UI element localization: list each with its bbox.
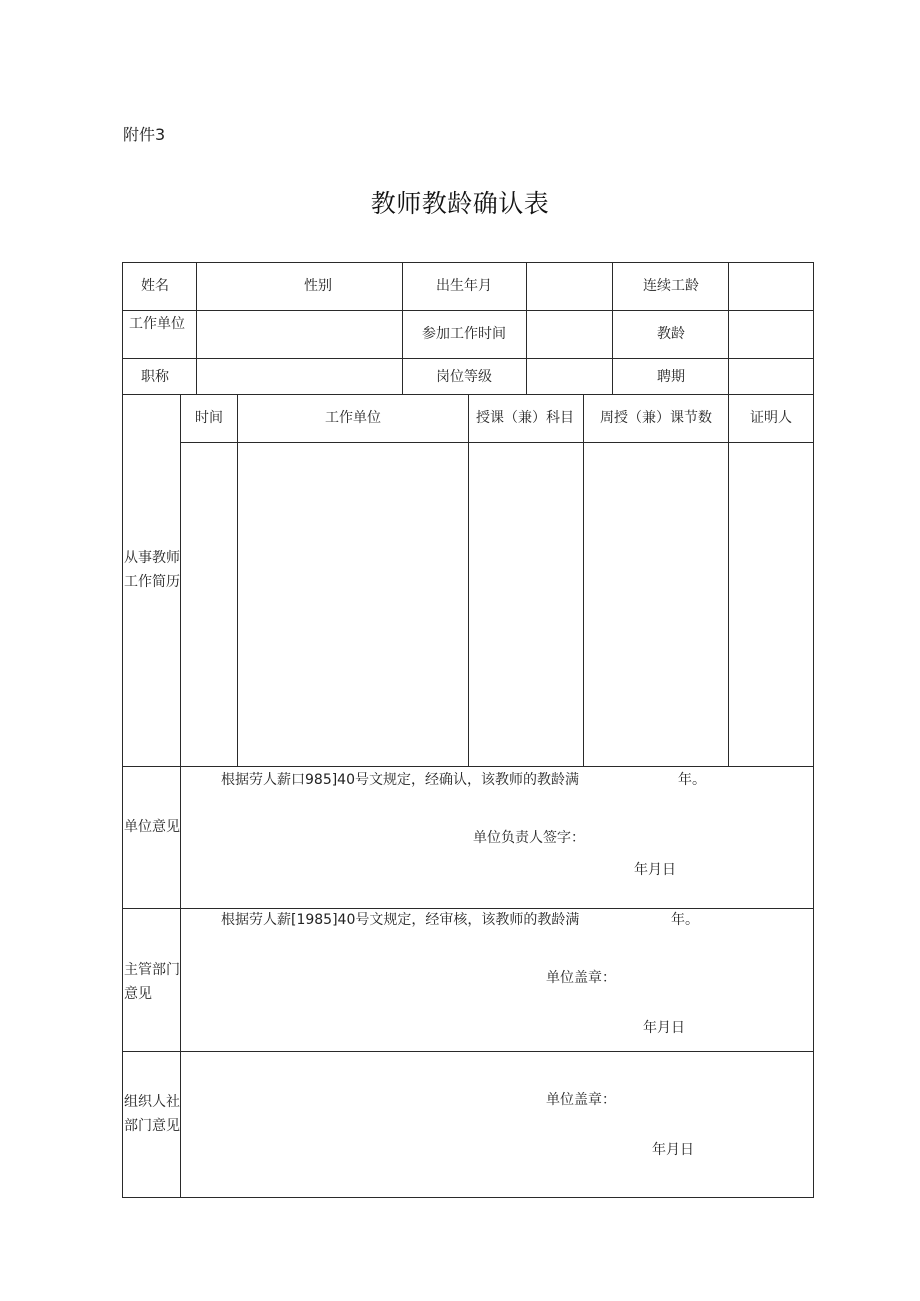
col-divider [468, 394, 469, 766]
col-divider [728, 262, 729, 766]
resume-col-weekly-hours: 周授（兼）课节数 [600, 410, 712, 426]
employment-period-label: 聘期 [657, 369, 685, 385]
row-divider [122, 908, 814, 909]
row-divider [122, 358, 814, 359]
dept-opinion-date: 年月日 [643, 1020, 685, 1036]
gender-label: 性别 [304, 278, 332, 294]
continuous-years-label: 连续工龄 [643, 278, 699, 294]
post-grade-label: 岗位等级 [436, 369, 492, 385]
col-divider [583, 394, 584, 766]
resume-col-witness: 证明人 [750, 410, 792, 426]
dept-opinion-label: 主管部门意见 [124, 962, 180, 1002]
attachment-label: 附件3 [123, 125, 166, 144]
unit-opinion-date: 年月日 [634, 862, 676, 878]
dept-opinion-year-suffix: 年。 [671, 912, 699, 928]
table-border-bottom [122, 1197, 814, 1198]
resume-header-divider [181, 442, 814, 443]
col-divider [237, 394, 238, 766]
table-border-right [813, 262, 814, 1198]
teaching-years-label: 教龄 [657, 326, 685, 342]
resume-col-work-unit: 工作单位 [325, 410, 381, 426]
page-title: 教师教龄确认表 [370, 189, 550, 218]
resume-col-time: 时间 [195, 410, 223, 426]
table-border-left [122, 262, 123, 1198]
birth-label: 出生年月 [436, 278, 492, 294]
unit-opinion-year-suffix: 年。 [678, 772, 706, 788]
col-divider [402, 262, 403, 394]
work-unit-label: 工作单位 [129, 316, 185, 332]
unit-opinion-label: 单位意见 [124, 819, 180, 835]
col-divider [612, 262, 613, 394]
start-work-time-label: 参加工作时间 [422, 326, 506, 342]
unit-opinion-statement: 根据劳人薪口985]40号文规定，经确认，该教师的教龄满 [221, 772, 579, 788]
col-divider [526, 262, 527, 394]
unit-opinion-signer: 单位负责人签字： [473, 830, 585, 846]
dept-opinion-statement: 根据劳人薪[1985]40号文规定，经审核，该教师的教龄满 [221, 912, 580, 928]
resume-col-subject: 授课（兼）科目 [476, 410, 574, 426]
row-divider [122, 310, 814, 311]
resume-label: 从事教师工作简历 [124, 550, 180, 590]
title-label: 职称 [141, 369, 169, 385]
org-opinion-label: 组织人社部门意见 [124, 1094, 180, 1134]
name-label: 姓名 [141, 278, 169, 294]
label-col-divider [180, 394, 181, 1198]
col-divider [196, 262, 197, 394]
table-border-top [122, 262, 814, 263]
org-opinion-seal: 单位盖章： [546, 1092, 616, 1108]
dept-opinion-seal: 单位盖章： [546, 970, 616, 986]
org-opinion-date: 年月日 [652, 1142, 694, 1158]
row-divider [122, 1051, 814, 1052]
row-divider [122, 766, 814, 767]
